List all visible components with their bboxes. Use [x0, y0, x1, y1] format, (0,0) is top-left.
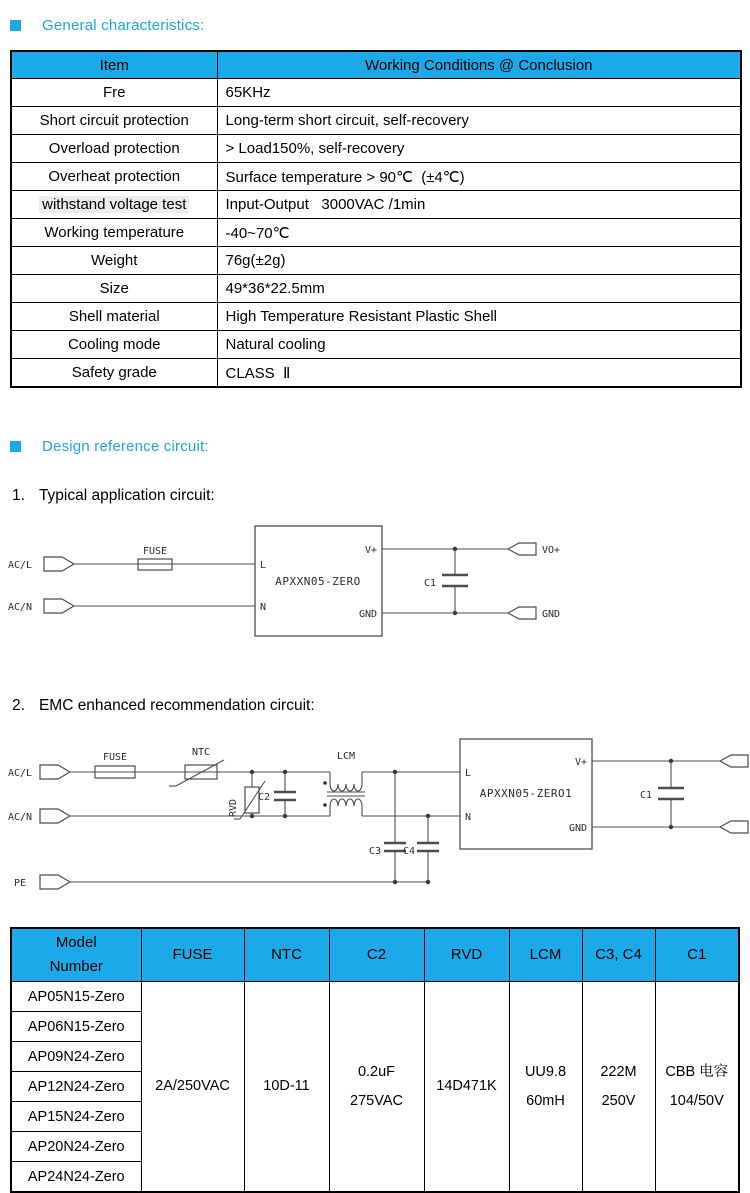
- c2-value-cell: [329, 982, 424, 1193]
- c1-value-line2: 104/50V: [669, 1092, 724, 1109]
- item-cell: [11, 107, 217, 135]
- ntc-value-cell: [244, 982, 329, 1193]
- item-cell: [11, 331, 217, 359]
- column-header-c2: C2: [329, 928, 424, 982]
- pin-gnd-label: GND: [568, 823, 587, 834]
- fuse-label: FUSE: [142, 546, 168, 557]
- acn-label: AC/N: [8, 812, 33, 823]
- module-label: APXXN05-ZERO: [275, 575, 361, 588]
- value-cell: 49*36*22.5mm: [217, 275, 741, 303]
- table-row: [11, 982, 739, 1012]
- model-header-line1: Model: [55, 934, 97, 951]
- fuse-label: FUSE: [102, 752, 128, 763]
- model-components-table: [10, 927, 740, 1193]
- capacitor-c2-symbol: [258, 772, 296, 816]
- item-label: Fre: [103, 84, 126, 101]
- capacitor-c4-symbol: [403, 816, 439, 882]
- value-cell: 76g(±2g): [217, 247, 741, 275]
- table-header-row: [11, 928, 739, 982]
- column-header-ntc: NTC: [244, 928, 329, 982]
- circuit2-title: EMC enhanced recommendation circuit:: [38, 697, 315, 714]
- fuse-value: 2A/250VAC: [155, 1078, 230, 1094]
- c2-value-line2: 275VAC: [350, 1092, 403, 1109]
- acn-label: AC/N: [8, 602, 33, 613]
- terminal-acl: [8, 557, 74, 571]
- model-cell: AP24N24-Zero: [11, 1162, 141, 1193]
- model-cell: AP20N24-Zero: [11, 1132, 141, 1162]
- general-characteristics-heading: [10, 16, 750, 34]
- terminal-vo-plus: [508, 543, 560, 556]
- rvd-value-cell: [424, 982, 509, 1193]
- c3-label: C3: [368, 846, 381, 857]
- gnd-out-label: GND: [542, 609, 561, 620]
- pin-gnd-label: GND: [358, 609, 377, 620]
- item-cell: [11, 163, 217, 191]
- rvd-value: 14D471K: [436, 1078, 497, 1094]
- value-cell: > Load150%, self-recovery: [217, 135, 741, 163]
- column-header-c3c4: C3, C4: [582, 928, 655, 982]
- value-cell: Natural cooling: [217, 331, 741, 359]
- lcm-label: LCM: [336, 751, 356, 762]
- c4-label: C4: [402, 846, 415, 857]
- item-label: Safety grade: [71, 364, 157, 381]
- item-label: Overheat protection: [48, 168, 181, 185]
- c3c4-value-cell: [582, 982, 655, 1193]
- value-cell: 65KHz: [217, 79, 741, 107]
- column-header-rvd: RVD: [424, 928, 509, 982]
- item-label: withstand voltage test: [39, 196, 189, 213]
- item-label: Size: [99, 280, 129, 297]
- general-characteristics-table: [10, 50, 742, 388]
- emc-enhanced-circuit-diagram: [0, 735, 750, 903]
- table-row: [11, 331, 741, 359]
- lcm-value-line1: UU9.8: [524, 1063, 567, 1080]
- c1-value-line1: CBB 电容: [665, 1063, 729, 1080]
- section-bullet-icon: [10, 441, 21, 452]
- column-header-item: Item: [11, 51, 217, 79]
- table-row: [11, 135, 741, 163]
- item-label: Cooling mode: [67, 336, 161, 353]
- fuse-value-cell: [141, 982, 244, 1193]
- vo-plus-label: VO+: [542, 545, 561, 556]
- model-cell: AP12N24-Zero: [11, 1072, 141, 1102]
- fuse-symbol: [95, 752, 135, 778]
- table-row: [11, 303, 741, 331]
- lcm-choke-symbol: [323, 751, 365, 816]
- table-row: [11, 79, 741, 107]
- model-cell: AP09N24-Zero: [11, 1042, 141, 1072]
- table-row: [11, 107, 741, 135]
- section-title: General characteristics:: [42, 16, 205, 34]
- section-title: Design reference circuit:: [42, 437, 209, 455]
- terminal-acn: [8, 809, 70, 823]
- design-reference-heading: [10, 437, 750, 455]
- module-box: [460, 739, 592, 849]
- item-cell: [11, 247, 217, 275]
- item-cell: [11, 135, 217, 163]
- pin-n-label: N: [465, 812, 472, 823]
- pin-n-label: N: [260, 602, 267, 613]
- column-header-conditions: Working Conditions @ Conclusion: [217, 51, 741, 79]
- module-box: [255, 526, 382, 636]
- column-header-c1: C1: [655, 928, 739, 982]
- capacitor-c1-symbol: [640, 761, 684, 827]
- item-cell: [11, 359, 217, 388]
- column-header-model: [11, 928, 141, 982]
- model-header-line2: Number: [49, 958, 103, 975]
- ntc-label: NTC: [191, 747, 211, 758]
- circuit1-heading: [12, 487, 750, 505]
- acl-label: AC/L: [8, 768, 33, 779]
- model-cell: AP06N15-Zero: [11, 1012, 141, 1042]
- value-cell: Input-Output 3000VAC /1min: [217, 191, 741, 219]
- value-cell: Long-term short circuit, self-recovery: [217, 107, 741, 135]
- circuit2-heading: [12, 697, 750, 715]
- pin-l-label: L: [465, 768, 472, 779]
- capacitor-c1-symbol: [424, 549, 468, 613]
- table-row: [11, 359, 741, 388]
- typical-application-circuit-diagram: [0, 519, 750, 659]
- table-header-row: [11, 51, 741, 79]
- model-cell: AP05N15-Zero: [11, 982, 141, 1012]
- table-row: [11, 275, 741, 303]
- value-cell: -40~70℃: [217, 219, 741, 247]
- fuse-symbol: [138, 546, 172, 570]
- circuit1-number: 1.: [12, 487, 25, 504]
- lcm-value-line2: 60mH: [526, 1092, 565, 1109]
- terminal-pe: [14, 875, 70, 889]
- item-cell: [11, 219, 217, 247]
- section-bullet-icon: [10, 20, 21, 31]
- table-row: [11, 219, 741, 247]
- c1-label: C1: [423, 578, 436, 589]
- c2-value-line1: 0.2uF: [357, 1063, 396, 1080]
- circuit1-title: Typical application circuit:: [38, 487, 215, 504]
- pe-label: PE: [14, 878, 27, 889]
- circuit2-number: 2.: [12, 697, 25, 714]
- model-cell: AP15N24-Zero: [11, 1102, 141, 1132]
- value-cell: High Temperature Resistant Plastic Shell: [217, 303, 741, 331]
- c1-value-cell: [655, 982, 739, 1193]
- item-label: Overload protection: [48, 140, 180, 157]
- c3c4-value-line1: 222M: [600, 1063, 637, 1080]
- ntc-value: 10D-11: [263, 1078, 310, 1094]
- column-header-fuse: FUSE: [141, 928, 244, 982]
- table-row: [11, 247, 741, 275]
- ntc-symbol: [169, 747, 224, 786]
- item-label: Short circuit protection: [39, 112, 189, 129]
- lcm-value-cell: [509, 982, 582, 1193]
- c3c4-value-line2: 250V: [601, 1092, 636, 1109]
- item-cell: [11, 303, 217, 331]
- terminal-output-plus: [720, 755, 748, 767]
- item-label: Weight: [91, 252, 138, 269]
- item-cell: [11, 79, 217, 107]
- table-row: [11, 163, 741, 191]
- c1-label: C1: [639, 790, 652, 801]
- module-label: APXXN05-ZERO1: [479, 787, 573, 800]
- terminal-output-gnd: [720, 821, 748, 833]
- item-label: Shell material: [68, 308, 160, 325]
- table-row: [11, 191, 741, 219]
- terminal-gnd-out: [508, 607, 560, 620]
- rvd-label: RVD: [228, 798, 239, 817]
- pin-vplus-label: V+: [364, 545, 377, 556]
- capacitor-c3-symbol: [369, 772, 406, 882]
- pin-vplus-label: V+: [574, 757, 587, 768]
- c2-label: C2: [257, 792, 270, 803]
- item-label: Working temperature: [44, 224, 185, 241]
- item-cell: [11, 275, 217, 303]
- pin-l-label: L: [260, 560, 267, 571]
- item-cell: [11, 191, 217, 219]
- column-header-lcm: LCM: [509, 928, 582, 982]
- acl-label: AC/L: [8, 560, 33, 571]
- terminal-acl: [8, 765, 70, 779]
- terminal-acn: [8, 599, 74, 613]
- value-cell: Surface temperature > 90℃ (±4℃): [217, 163, 741, 191]
- value-cell: CLASS Ⅱ: [217, 359, 741, 388]
